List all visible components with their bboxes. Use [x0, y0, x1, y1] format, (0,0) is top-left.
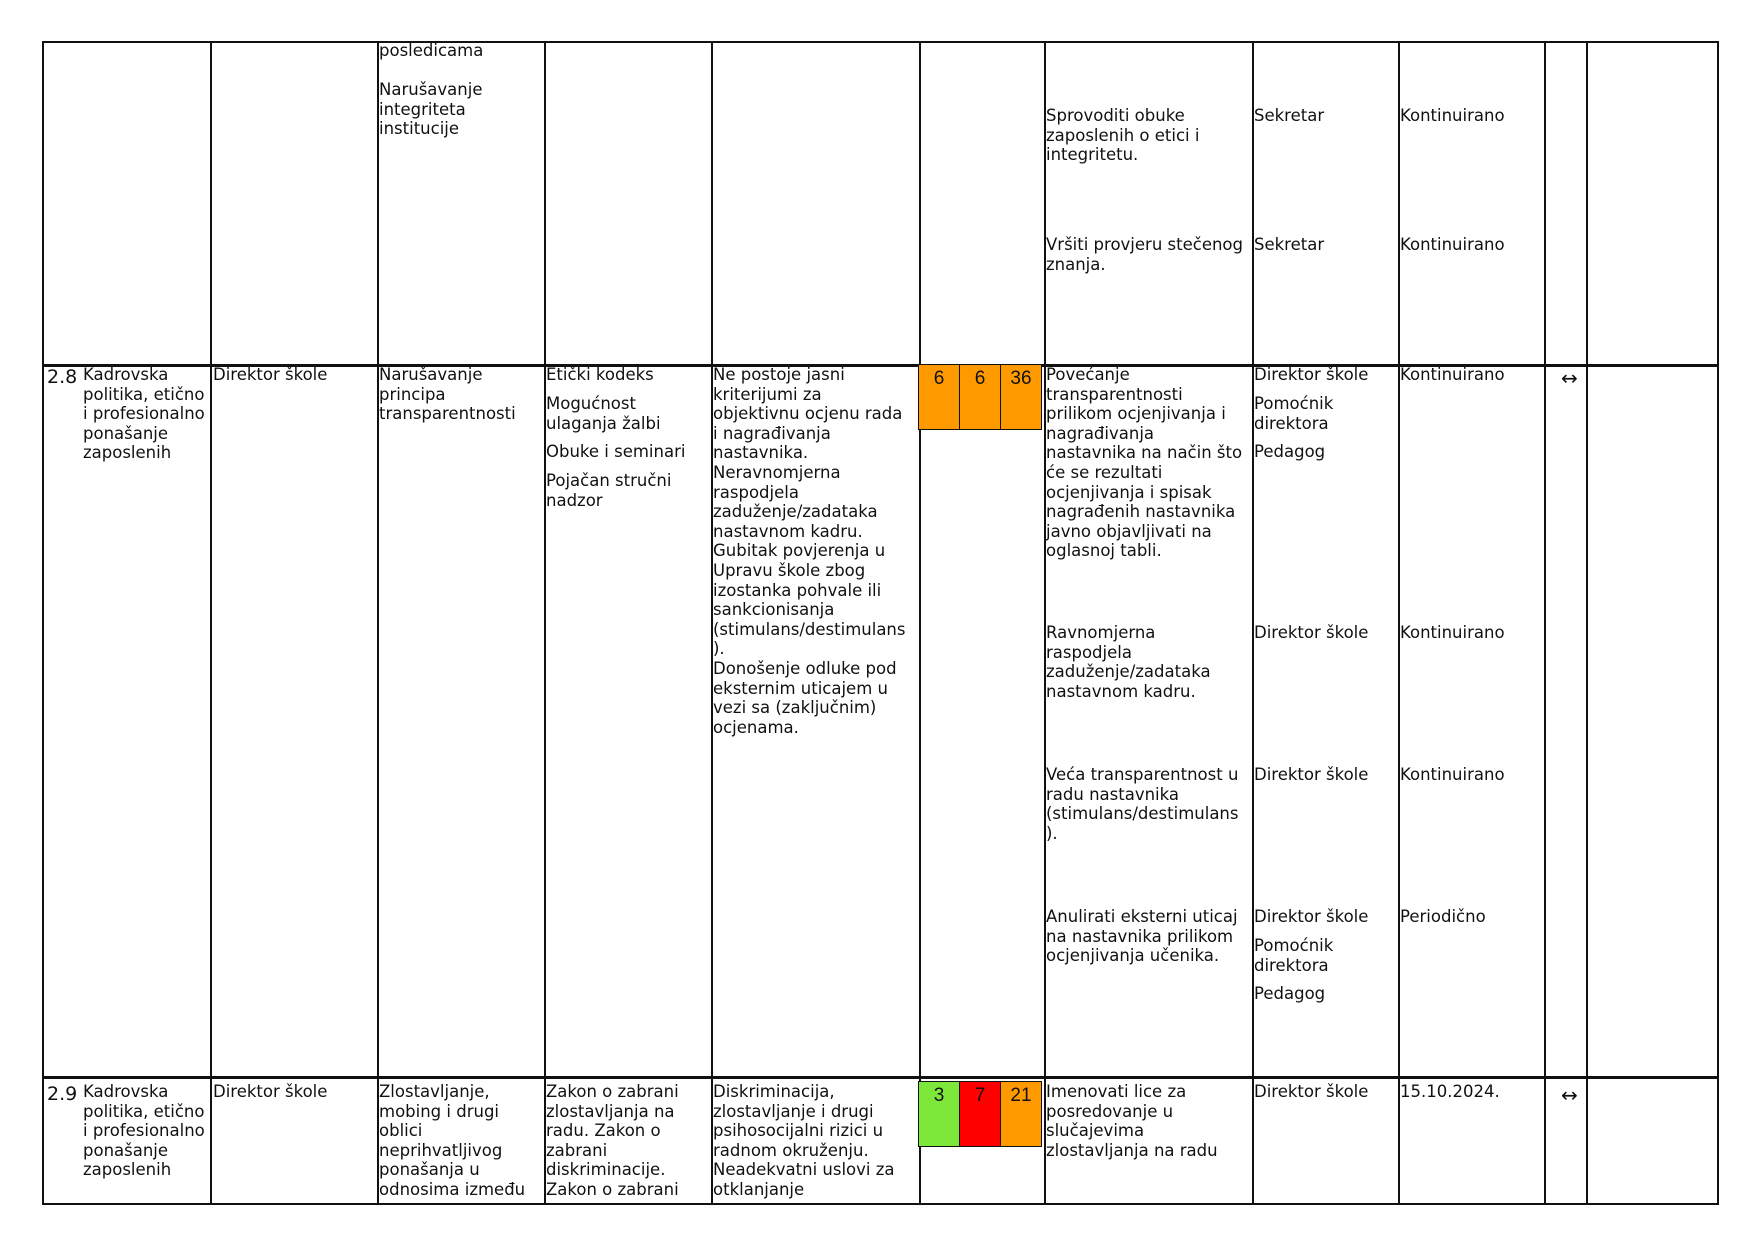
responsible-person: Direktor škole [1254, 907, 1369, 926]
risk-causes: Diskriminacija, zlostavljanje i drugi psihosocijalni rizici u radnom okruženju. Neadekvatni uslovi za otklanjanje [713, 1082, 895, 1199]
measure-text: Anulirati eksterni uticaj na nastavnika prilikom ocjenjivanja učenika. [1046, 907, 1238, 966]
impact-score: 7 [959, 1081, 1001, 1147]
risk-area: Kadrovska politika, etično i profesionalno ponašanje zaposlenih [83, 365, 205, 463]
deadline: Kontinuirano [1400, 765, 1505, 784]
total-risk-score: 36 [1000, 364, 1042, 430]
trend-arrow-icon: ↔ [1561, 1083, 1578, 1107]
responsible-person: Sekretar [1254, 106, 1325, 125]
responsible-person: Sekretar [1254, 235, 1325, 254]
risk-owner: Direktor škole [213, 365, 328, 384]
measure-text: Imenovati lice za posredovanje u slučajevima zlostavljanja na radu [1046, 1082, 1218, 1160]
column-divider [919, 43, 921, 1203]
row-number: 2.8 [47, 366, 78, 388]
responsible-person: Direktor škole [1254, 765, 1369, 784]
measure-text: Sprovoditi obuke zaposlenih o etici i integritetu. [1046, 106, 1200, 165]
measure-text: Veća transparentnost u radu nastavnika (stimulans/destimulans ). [1046, 765, 1239, 843]
deadline: Kontinuirano [1400, 623, 1505, 642]
row-divider [44, 1076, 1717, 1079]
deadline: Kontinuirano [1400, 235, 1505, 254]
deadline: 15.10.2024. [1400, 1082, 1500, 1101]
control-item: Mogućnost ulaganja žalbi [546, 394, 661, 433]
impact-score: 6 [959, 364, 1001, 430]
control-item: Etički kodeks [546, 365, 654, 384]
measure-text: Povećanje transparentnosti prilikom ocjenjivanja i nagrađivanja nastavnika na način što će se rezultati ocjenjivanja i spisak nagrađenih nastavnika javno objavljivati na oglasnoj tabli. [1046, 365, 1243, 561]
risk-description: Zlostavljanje, mobing i drugi oblici neprihvatljivog ponašanja u odnosima između [379, 1082, 526, 1199]
column-divider [377, 43, 379, 1203]
column-divider [1586, 43, 1588, 1203]
measure-text: Ravnomjerna raspodjela zaduženje/zadataka nastavnom kadru. [1046, 623, 1211, 701]
responsible-person: Direktor škole [1254, 623, 1369, 642]
deadline: Kontinuirano [1400, 106, 1505, 125]
risk-causes: Ne postoje jasni kriterijumi za objektivnu ocjenu rada i nagrađivanja nastavnika. Neravnomjerna raspodjela zaduženje/zadataka nastavnom kadru. Gubitak povjerenja u Upravu škole zbog izostanka pohvale ili sankcionisanja (stimulans/destimulans ). Donošenje odluke pod eksternim uticajem u vezi sa (zaključnim) ocjenama. [713, 365, 906, 737]
deadline: Periodično [1400, 907, 1486, 926]
control-item: Pojačan stručni nadzor [546, 471, 672, 510]
responsible-person: Pomoćnik direktora [1254, 394, 1334, 433]
risk-area: Kadrovska politika, etično i profesionalno ponašanje zaposlenih [83, 1082, 205, 1180]
trend-arrow-icon: ↔ [1561, 366, 1578, 390]
risk-description: posledicama Narušavanje integriteta institucije [379, 41, 484, 139]
column-divider [1544, 43, 1546, 1203]
deadline: Kontinuirano [1400, 365, 1505, 384]
probability-score: 3 [918, 1081, 960, 1147]
row-number: 2.9 [47, 1083, 78, 1105]
control-item: Obuke i seminari [546, 442, 686, 461]
responsible-person: Pomoćnik direktora [1254, 936, 1334, 975]
risk-description: Narušavanje principa transparentnosti [379, 365, 516, 424]
column-divider [210, 43, 212, 1203]
responsible-person: Pedagog [1254, 984, 1326, 1003]
probability-score: 6 [918, 364, 960, 430]
total-risk-score: 21 [1000, 1081, 1042, 1147]
responsible-person: Pedagog [1254, 442, 1326, 461]
column-divider [544, 43, 546, 1203]
responsible-person: Direktor škole [1254, 1082, 1369, 1101]
controls: Zakon o zabrani zlostavljanja na radu. Zakon o zabrani diskriminacije. Zakon o zabrani [546, 1082, 679, 1199]
measure-text: Vršiti provjeru stečenog znanja. [1046, 235, 1243, 274]
risk-owner: Direktor škole [213, 1082, 328, 1101]
responsible-person: Direktor škole [1254, 365, 1369, 384]
